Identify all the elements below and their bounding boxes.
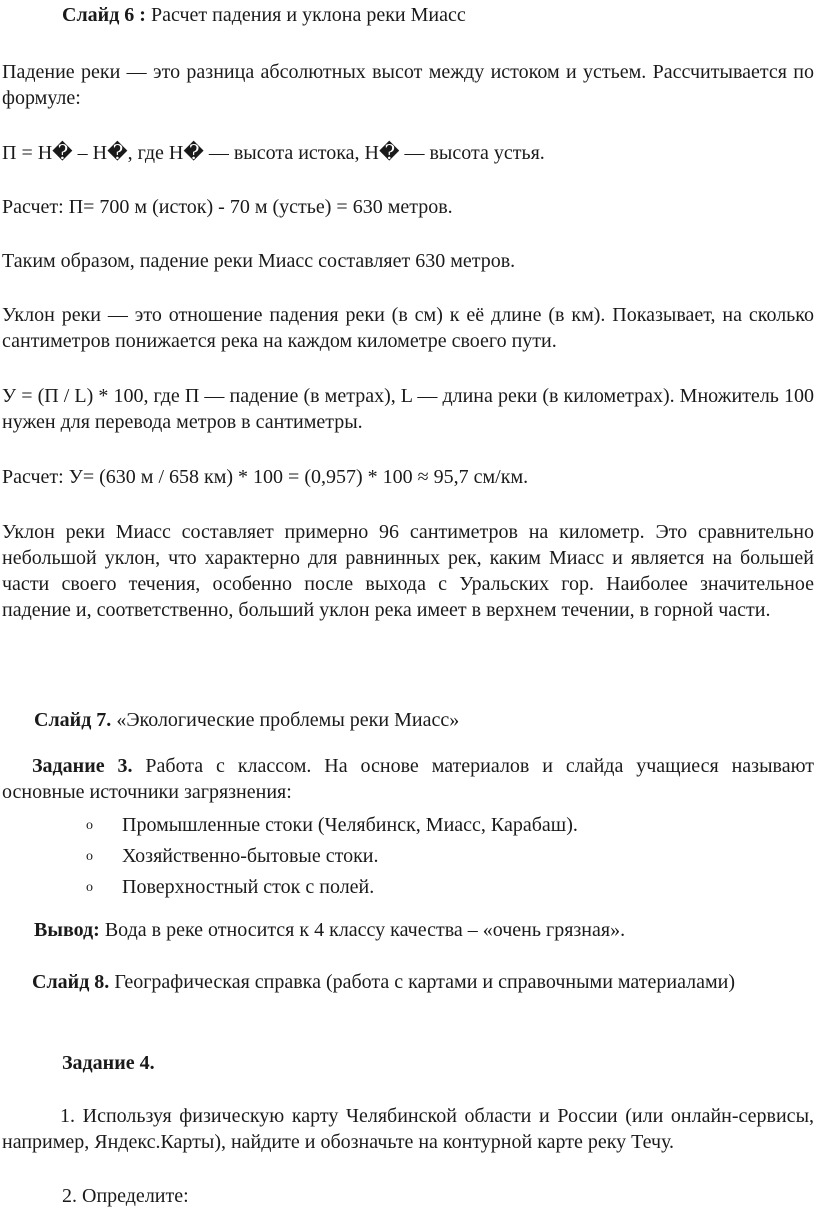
list-item-text: Поверхностный сток с полей. xyxy=(122,876,375,898)
fall-definition: Падение реки — это разница абсолютных высот между истоком и устьем. Рассчитывается по формуле: xyxy=(2,61,814,109)
slide7-label: Слайд 7. xyxy=(34,709,112,731)
slide6-heading xyxy=(62,2,802,28)
bullet-circle-icon: o xyxy=(86,849,93,864)
slope-formula: У = (П / L) * 100, где П — падение (в метрах), L — длина реки (в километрах). Множитель 100 нужен для перевода метров в сантиметры. xyxy=(2,385,814,433)
bullet-circle-icon: o xyxy=(86,880,93,895)
fall-result: Таким образом, падение реки Миасс составляет 630 метров. xyxy=(2,250,516,272)
list-item-text: Хозяйственно-бытовые стоки. xyxy=(122,845,379,867)
task4-item-1 xyxy=(2,1103,814,1155)
list-item-text: Промышленные стоки (Челябинск, Миасс, Карабаш). xyxy=(122,814,578,836)
bullet-circle-icon: o xyxy=(86,818,93,833)
slide8-title: Географическая справка (работа с картами и справочными материалами) xyxy=(109,971,736,993)
list-item xyxy=(0,812,816,843)
slide7-heading xyxy=(34,707,804,733)
slope-definition: Уклон реки — это отношение падения реки (в см) к её длине (в км). Показывает, на сколько сантиметров понижается река на каждом километре своего пути. xyxy=(2,304,814,352)
task4-label: Задание 4. xyxy=(62,1052,155,1074)
slide6-title: Расчет падения и уклона реки Миасс xyxy=(145,4,466,26)
slide8-label: Слайд 8. xyxy=(32,971,110,993)
pollution-sources-list xyxy=(0,812,816,905)
slope-calculation: Расчет: У= (630 м / 658 км) * 100 = (0,957) * 100 ≈ 95,7 см/км. xyxy=(2,466,529,488)
list-item xyxy=(0,874,816,905)
task3-paragraph xyxy=(2,753,814,805)
conclusion xyxy=(34,917,804,943)
conclusion-text: Вода в реке относится к 4 классу качества – «очень грязная». xyxy=(99,919,626,941)
fall-formula: П = H� – H�, где H� — высота истока, H� — высота устья. xyxy=(2,142,545,164)
task4-heading xyxy=(62,1050,802,1076)
fall-calculation: Расчет: П= 700 м (исток) - 70 м (устье) = 630 метров. xyxy=(2,196,453,218)
task4-item-2: 2. Определите: xyxy=(62,1185,189,1207)
task3-label: Задание 3. xyxy=(32,755,133,777)
task4-item-1-text: 1. Используя физическую карту Челябинской области и России (или онлайн-сервисы, например, Яндекс.Карты), найдите и обозначьте на контурной карте реку Течу. xyxy=(2,1105,814,1153)
slide8-heading xyxy=(2,969,814,995)
task3-text: Работа с классом. На основе материалов и слайда учащиеся называют основные источники загрязнения: xyxy=(2,755,814,803)
slope-conclusion: Уклон реки Миасс составляет примерно 96 сантиметров на километр. Это сравнительно небольшой уклон, что характерно для равнинных рек, каким Миасс и является на большей части своего течения, особенно после выхода с Уральских гор. Наиболее значительное падение и, соответственно, больший уклон река имеет в верхнем течении, в горной части. xyxy=(2,521,814,621)
slide6-label: Слайд 6 : xyxy=(62,4,146,26)
slide7-title: «Экологические проблемы реки Миасс» xyxy=(111,709,460,731)
conclusion-label: Вывод: xyxy=(34,919,100,941)
list-item xyxy=(0,843,816,874)
